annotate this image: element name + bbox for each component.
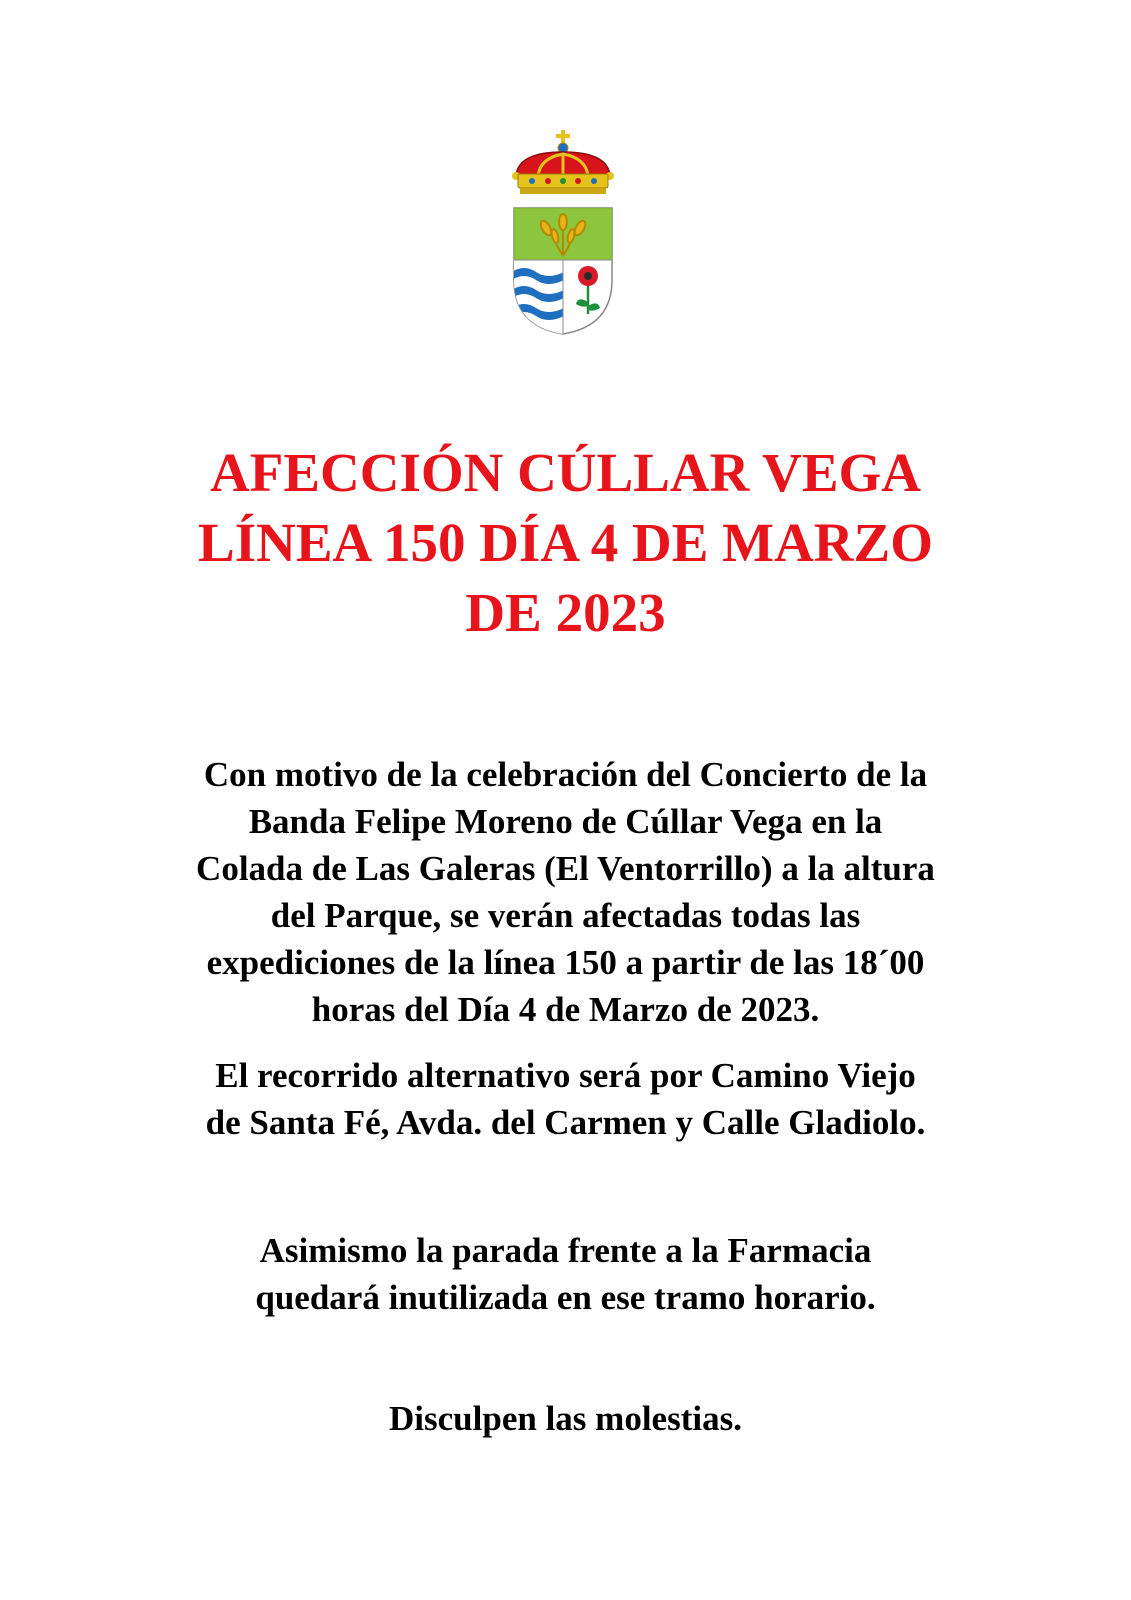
title-line: DE 2023 xyxy=(465,582,666,643)
paragraph-line: Banda Felipe Moreno de Cúllar Vega en la xyxy=(248,802,883,841)
coat-of-arms-icon xyxy=(508,130,618,336)
title-line: AFECCIÓN CÚLLAR VEGA xyxy=(210,442,921,503)
paragraph-line: Con motivo de la celebración del Concierto de la xyxy=(203,755,928,794)
paragraph-line: horas del Día 4 de Marzo de 2023. xyxy=(311,990,820,1029)
title-line: LÍNEA 150 DÍA 4 DE MARZO xyxy=(198,512,933,573)
paragraph-line: Asimismo la parada frente a la Farmacia xyxy=(259,1231,872,1270)
paragraph-line: El recorrido alternativo será por Camino Viejo xyxy=(215,1056,916,1095)
notice-title xyxy=(100,438,1031,648)
paragraph-line: quedará inutilizada en ese tramo horario. xyxy=(255,1278,876,1317)
paragraph-line: expediciones de la línea 150 a partir de las 18´00 xyxy=(206,943,925,982)
notice-paragraph-main xyxy=(100,751,1031,1033)
paragraph-line: Colada de Las Galeras (El Ventorrillo) a la altura xyxy=(196,849,935,888)
notice-closing: Disculpen las molestias. xyxy=(389,1399,742,1438)
paragraph-line: de Santa Fé, Avda. del Carmen y Calle Gladiolo. xyxy=(205,1103,926,1142)
paragraph-line: del Parque, se verán afectadas todas las xyxy=(270,896,861,935)
notice-paragraph-route xyxy=(100,1052,1031,1146)
notice-paragraph-stop xyxy=(100,1227,1031,1321)
